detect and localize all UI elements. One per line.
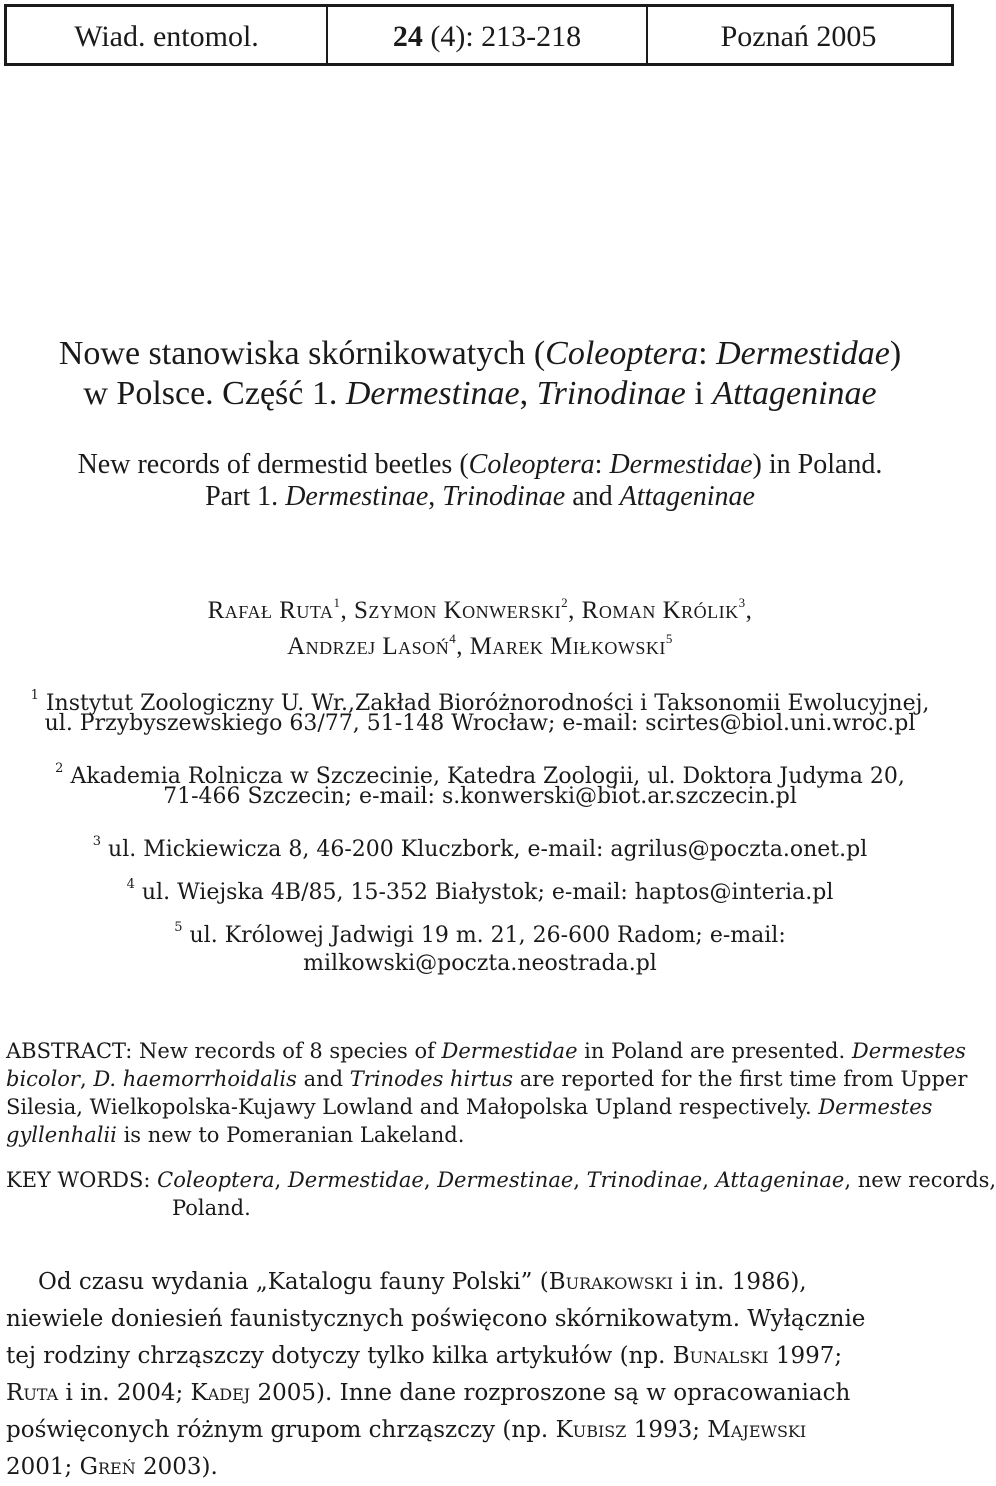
body-text: i in. 2004; xyxy=(58,1380,191,1406)
abstract-taxon: Dermestes xyxy=(818,1095,933,1119)
affiliation-text: ul. Królowej Jadwigi 19 m. 21, 26-600 Radom; e-mail: milkowski@poczta.neostrada.pl xyxy=(189,923,786,976)
place-year: Poznań 2005 xyxy=(720,20,877,53)
affiliation-text: Akademia Rolnicza w Szczecinie, Katedra Zoologii, ul. Doktora Judyma 20, xyxy=(70,764,905,789)
abstract-text: , xyxy=(79,1067,94,1091)
title-text: w Polsce. Część 1. xyxy=(83,375,346,412)
affiliation-1-line2: ul. Przybyszewskiego 63/77, 51-148 Wrocław; e-mail: scirtes@biol.uni.wroc.pl xyxy=(44,711,916,736)
title-taxon: Attageninae xyxy=(712,375,877,412)
authors-line2 xyxy=(0,620,960,666)
keywords-label: KEY WORDS: xyxy=(6,1168,151,1192)
abstract-taxon: Trinodes hirtus xyxy=(349,1067,514,1091)
author-name: Marek Miłkowski xyxy=(469,633,666,660)
keywords xyxy=(6,1166,996,1222)
keywords-line2: Poland. xyxy=(172,1196,251,1220)
keywords-line1: KEY WORDS: Coleoptera, Dermestidae, Dermestinae, Trinodinae, Attageninae, new records, xyxy=(6,1168,996,1192)
body-text: 2005). Inne dane rozproszone są w opracowaniach xyxy=(250,1380,851,1406)
cited-author: Greń xyxy=(79,1454,136,1480)
title-text: , xyxy=(519,375,537,412)
author-separator: , xyxy=(456,633,470,660)
affiliation-4 xyxy=(0,871,960,907)
title-pl-line1 xyxy=(0,334,960,374)
author-name: Andrzej Lasoń xyxy=(287,633,450,660)
author-name: Rafał Ruta xyxy=(207,597,334,624)
title-taxon: Coleoptera xyxy=(545,335,699,372)
keyword: Dermestinae xyxy=(437,1168,574,1192)
abstract-taxon: gyllenhalii xyxy=(6,1123,117,1147)
title-pl-line2 xyxy=(0,374,960,414)
abstract xyxy=(6,1037,968,1149)
abstract-line4 xyxy=(6,1121,954,1149)
body-text: i in. 1986), xyxy=(673,1269,807,1295)
abstract-taxon: Dermestidae xyxy=(441,1039,578,1063)
body-text: 1997; xyxy=(768,1343,843,1369)
author-affiliation-number: 1 xyxy=(333,595,341,610)
journal-name: Wiad. entomol. xyxy=(74,20,259,53)
body-text: Od czasu wydania „Katalogu fauny Polski” ( xyxy=(38,1269,549,1295)
title-taxon: Trinodinae xyxy=(536,375,686,412)
abstract-label: ABSTRACT: xyxy=(6,1039,133,1063)
title-text: i xyxy=(685,375,713,412)
author-separator: , xyxy=(568,597,582,624)
abstract-taxon: Dermestes xyxy=(851,1039,966,1063)
title-text: : xyxy=(594,449,610,480)
keyword: Attageninae xyxy=(715,1168,845,1192)
abstract-line2 xyxy=(6,1065,968,1093)
abstract-text: are reported for the first time from Upper xyxy=(513,1067,968,1091)
author-separator: , xyxy=(745,597,753,624)
affiliation-text: Instytut Zoologiczny U. Wr.,Zakład Bioróżnorodności i Taksonomii Ewolucyjnej, xyxy=(45,691,930,716)
abstract-text: in Poland are presented. xyxy=(577,1039,852,1063)
title-text: , xyxy=(428,481,443,512)
body-line3 xyxy=(6,1338,954,1375)
title-taxon: Dermestidae xyxy=(716,335,890,372)
title-text: Part 1. xyxy=(205,481,286,512)
author-separator: , xyxy=(340,597,354,624)
title-en-line2 xyxy=(0,480,960,514)
body-line4 xyxy=(6,1375,954,1412)
body-text: 1993; xyxy=(626,1417,708,1443)
journal-header xyxy=(4,4,954,66)
body-line2: niewiele doniesień faunistycznych poświęcono skórnikowatym. Wyłącznie xyxy=(6,1306,866,1332)
body-text: tej rodziny chrząszczy dotyczy tylko kilka artykułów (np. xyxy=(6,1343,673,1369)
keywords-text: , new records, xyxy=(844,1168,996,1192)
volume-number: 24 xyxy=(392,20,423,53)
affiliation-5 xyxy=(0,914,960,978)
cited-author: Ruta xyxy=(6,1380,59,1406)
volume-issue xyxy=(326,7,648,63)
author-name: Roman Królik xyxy=(581,597,739,624)
title-taxon: Attageninae xyxy=(619,481,755,512)
author-name: Szymon Konwerski xyxy=(353,597,562,624)
abstract-text: and xyxy=(296,1067,350,1091)
abstract-line3 xyxy=(6,1093,954,1121)
affiliation-number: 5 xyxy=(174,920,183,935)
abstract-taxon: D. haemorrhoidalis xyxy=(93,1067,297,1091)
affiliation-number: 4 xyxy=(126,877,135,892)
title-taxon: Trinodinae xyxy=(442,481,566,512)
keyword: Trinodinae xyxy=(586,1168,703,1192)
body-text: 2001; xyxy=(6,1454,80,1480)
affiliation-2-line2: 71-466 Szczecin; e-mail: s.konwerski@biot.ar.szczecin.pl xyxy=(163,784,797,809)
title-text: and xyxy=(565,481,620,512)
author-affiliation-number: 4 xyxy=(449,631,457,646)
title-text: New records of dermestid beetles ( xyxy=(77,449,469,480)
affiliation-number: 3 xyxy=(92,834,102,849)
title-text: Nowe stanowiska skórnikowatych ( xyxy=(58,335,546,372)
title-text: ) in Poland. xyxy=(752,449,883,480)
cited-author: Bunalski xyxy=(672,1343,769,1369)
author-affiliation-number: 5 xyxy=(665,631,673,646)
body-text: poświęconych różnym grupom chrząszczy (np. xyxy=(6,1417,556,1443)
body-line1 xyxy=(6,1264,954,1301)
issue-pages: (4): 213-218 xyxy=(430,20,582,53)
title-taxon: Dermestinae xyxy=(285,481,429,512)
abstract-text: Silesia, Wielkopolska-Kujawy Lowland and Małopolska Upland respectively. xyxy=(6,1095,819,1119)
abstract-line1 xyxy=(6,1037,966,1065)
body-line6 xyxy=(6,1449,954,1486)
affiliation-text: ul. Mickiewicza 8, 46-200 Kluczbork, e-mail: agrilus@poczta.onet.pl xyxy=(108,837,868,862)
affiliation-number: 1 xyxy=(30,688,39,703)
title-taxon: Dermestidae xyxy=(609,449,753,480)
title-en-line1 xyxy=(0,448,960,482)
cited-author: Kadej xyxy=(190,1380,251,1406)
title-taxon: Dermestinae xyxy=(345,375,520,412)
affiliation-text: ul. Wiejska 4B/85, 15-352 Białystok; e-mail: haptos@interia.pl xyxy=(141,880,834,905)
body-paragraph xyxy=(6,1264,954,1486)
author-affiliation-number: 2 xyxy=(561,595,569,610)
body-text: 2003). xyxy=(135,1454,218,1480)
title-text: ) xyxy=(889,335,902,372)
cited-author: Majewski xyxy=(707,1417,807,1443)
title-taxon: Coleoptera xyxy=(468,449,595,480)
abstract-taxon: bicolor xyxy=(6,1067,80,1091)
title-text: : xyxy=(698,335,717,372)
author-affiliation-number: 3 xyxy=(738,595,746,610)
body-line5 xyxy=(6,1412,954,1449)
affiliation-number: 2 xyxy=(55,761,64,776)
keyword: Coleoptera xyxy=(157,1168,275,1192)
abstract-text: New records of 8 species of xyxy=(132,1039,442,1063)
keyword: Dermestidae xyxy=(287,1168,424,1192)
affiliation-3 xyxy=(0,828,960,864)
cited-author: Burakowski xyxy=(548,1269,674,1295)
abstract-text: is new to Pomeranian Lakeland. xyxy=(116,1123,465,1147)
cited-author: Kubisz xyxy=(555,1417,627,1443)
